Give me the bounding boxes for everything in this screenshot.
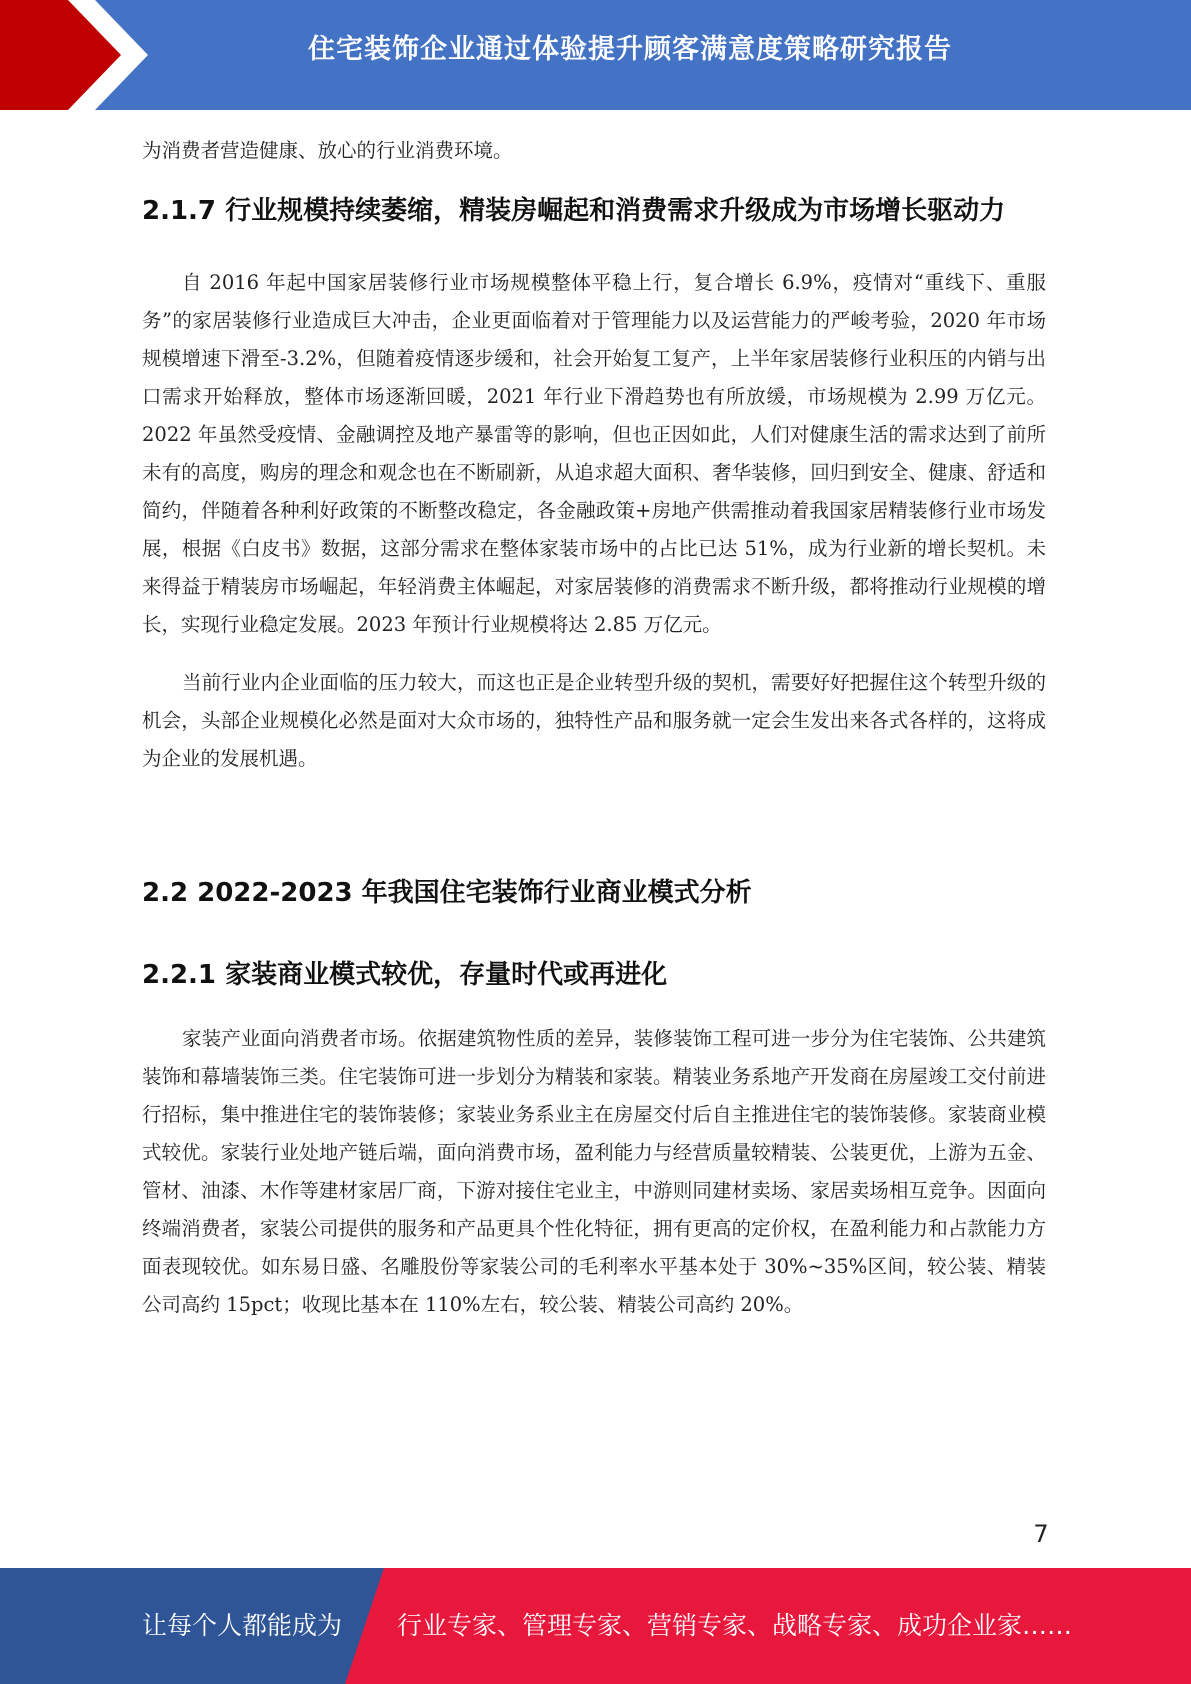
footer-slogan-left: 让每个人都能成为	[142, 1611, 343, 1640]
section-2-1-7-paragraph-1: 自 2016 年起中国家居装修行业市场规模整体平稳上行，复合增长 6.9%，疫情对“重线下、重服务”的家居装修行业造成巨大冲击，企业更面临着对于管理能力以及运营能力的严峻考验，2020 年市场规模增速下滑至-3.2%，但随着疫情逐步缓和，社会开始复工复产，上半年家居装修行业积压的内销与出口需求开始释放，整体市场逐渐回暖，2021 年行业下滑趋势也有所放缓，市场规模为 2.99 万亿元。2022 年虽然受疫情、金融调控及地产暴雷等的影响，但也正因如此，人们对健康生活的需求达到了前所未有的高度，购房的理念和观念也在不断刷新，从追求超大面积、奢华装修，回归到安全、健康、舒适和简约，伴随着各种利好政策的不断整改稳定，各金融政策+房地产供需推动着我国家居精装修行业市场发展，根据《白皮书》数据，这部分需求在整体家装市场中的占比已达 51%，成为行业新的增长契机。未来得益于精装房市场崛起，年轻消费主体崛起，对家居装修的消费需求不断升级，都将推动行业规模的增长，实现行业稳定发展。2023 年预计行业规模将达 2.85 万亿元。	[142, 271, 1046, 636]
section-2-1-7-heading: 2.1.7 行业规模持续萎缩，精装房崛起和消费需求升级成为市场增长驱动力	[142, 196, 1006, 226]
section-2-2-heading: 2.2 2022-2023 年我国住宅装饰行业商业模式分析	[142, 878, 752, 908]
intro-paragraph: 为消费者营造健康、放心的行业消费环境。	[142, 139, 513, 162]
section-2-2-1-heading: 2.2.1 家装商业模式较优，存量时代或再进化	[142, 960, 668, 990]
page-header	[0, 0, 1191, 110]
page-footer	[0, 1568, 1191, 1684]
report-title: 住宅装饰企业通过体验提升顾客满意度策略研究报告	[308, 34, 952, 65]
page-number: 7	[1033, 1520, 1049, 1548]
section-2-2-1-paragraph-1: 家装产业面向消费者市场。依据建筑物性质的差异，装修装饰工程可进一步分为住宅装饰、公共建筑装饰和幕墙装饰三类。住宅装饰可进一步划分为精装和家装。精装业务系地产开发商在房屋竣工交付前进行招标，集中推进住宅的装饰装修；家装业务系业主在房屋交付后自主推进住宅的装饰装修。家装商业模式较优。家装行业处地产链后端，面向消费市场，盈利能力与经营质量较精装、公装更优，上游为五金、管材、油漆、木作等建材家居厂商，下游对接住宅业主，中游则同建材卖场、家居卖场相互竞争。因面向终端消费者，家装公司提供的服务和产品更具个性化特征，拥有更高的定价权，在盈利能力和占款能力方面表现较优。如东易日盛、名雕股份等家装公司的毛利率水平基本处于 30%~35%区间，较公装、精装公司高约 15pct；收现比基本在 110%左右，较公装、精装公司高约 20%。	[142, 1027, 1046, 1316]
page-body	[142, 132, 1046, 1324]
footer-slogan-right: 行业专家、管理专家、营销专家、战略专家、成功企业家……	[397, 1611, 1073, 1640]
section-2-1-7-paragraph-2: 当前行业内企业面临的压力较大，而这也正是企业转型升级的契机，需要好好把握住这个转型升级的机会，头部企业规模化必然是面对大众市场的，独特性产品和服务就一定会生发出来各式各样的，这将成为企业的发展机遇。	[142, 671, 1046, 770]
